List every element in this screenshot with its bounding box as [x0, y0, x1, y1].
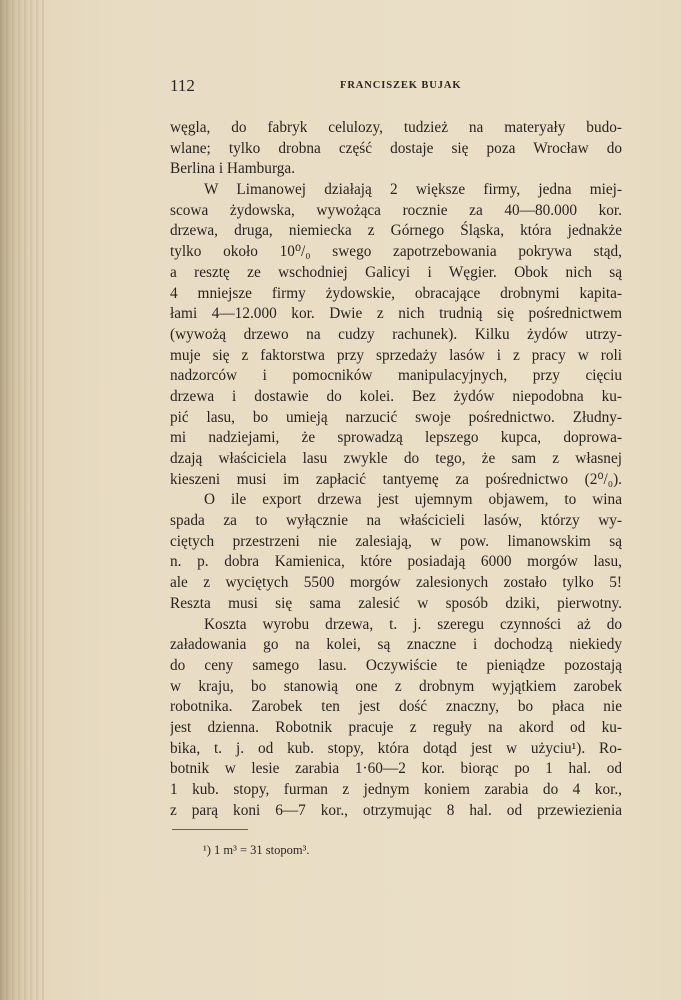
page-header	[170, 72, 620, 100]
text-line: 4 mniejsze firmy żydowskie, obracające drobnymi kapita-	[170, 284, 622, 302]
text-line: węgla, do fabryk celulozy, tudzież na materyały budo-	[170, 119, 622, 136]
text-line: ciętych przestrzeni nie zalesiają, w pow. limanowskim są	[170, 532, 622, 550]
text-line: z parą koni 6—7 kor., otrzymując 8 hal. od przewiezienia	[170, 801, 622, 819]
text-line: wlane; tylko drobna część dostaje się poza Wrocław do	[170, 139, 622, 157]
text-line: pić lasu, bo umieją narzucić swoje pośrednictwo. Złudny-	[170, 408, 622, 426]
text-line: Koszta wyrobu drzewa, t. j. szeregu czynności aż do	[204, 615, 622, 633]
text-line: spada za to wyłącznie na właścicieli lasów, którzy wy-	[170, 512, 622, 530]
text-line: ale z wyciętych 5500 morgów zalesionych zostało tylko 5!	[170, 574, 622, 592]
text-line: botnik w lesie zarabia 1·60—2 kor. biorąc po 1 hal. od	[170, 760, 622, 778]
text-line: załadowania go na kolei, są znaczne i dochodzą niekiedy	[170, 636, 622, 654]
text-line: drzewa, druga, niemiecka z Górnego Śląska, która jednakże	[170, 222, 622, 240]
text-line: drzewa i dostawie do kolei. Bez żydów niepodobna ku-	[170, 387, 622, 405]
text-line: kieszeni musi im zapłacić tantyemę za pośrednictwo (2⁰/₀).	[170, 470, 622, 488]
text-line: robotnika. Zarobek ten jest dość znaczny, bo płaca nie	[170, 698, 622, 716]
text-line: muje się z faktorstwa przy sprzedaży lasów i z pracy w roli	[170, 346, 622, 364]
text-line: Reszta musi się sama zalesić w sposób dziki, pierwotny.	[170, 594, 622, 612]
text-line: do ceny samego lasu. Oczywiście te pieniądze pozostają	[170, 656, 622, 674]
text-line: jest dzienna. Robotnik pracuje z reguły na akord od ku-	[170, 718, 622, 736]
text-line: tylko około 10⁰/₀ swego zapotrzebowania pokrywa stąd,	[170, 243, 622, 261]
text-line: O ile export drzewa jest ujemnym objawem, to wina	[204, 491, 622, 509]
text-line: dzają właściciela lasu zwykle do tego, że sam z własnej	[170, 450, 622, 467]
text-line: nadzorców i pomocników manipulacyjnych, przy cięciu	[170, 367, 622, 385]
text-line: Berlina i Hamburga.	[170, 160, 296, 178]
page-number: 112	[170, 76, 195, 95]
text-line: łami 4—12.000 kor. Dwie z nich trudnią się pośrednictwem	[170, 305, 622, 323]
text-line: mi nadziejami, że sprowadzą lepszego kupca, doprowa-	[170, 429, 622, 447]
text-line: (wywożą drzewo na cudzy rachunek). Kilku żydów utrzy-	[170, 325, 622, 343]
page-gutter-shadow	[0, 0, 44, 1000]
text-line: a resztę ze wschodniej Galicyi i Węgier. Obok nich są	[170, 263, 622, 281]
text-line: scowa żydowska, wywożąca rocznie za 40—80.000 kor.	[170, 201, 622, 219]
text-line: n. p. dobra Kamienica, które posiadają 6000 morgów lasu,	[170, 553, 622, 571]
text-line: bika, t. j. od kub. stopy, która dotąd jest w użyciu¹). Ro-	[170, 739, 622, 757]
text-line: w kraju, bo stanowią one z drobnym wyjątkiem zarobek	[170, 677, 622, 695]
body-text	[170, 118, 622, 821]
footnote: ¹) 1 m³ = 31 stopom³.	[203, 843, 310, 857]
text-line: W Limanowej działają 2 większe firmy, jedna miej-	[204, 181, 622, 199]
footnote-rule	[172, 829, 248, 830]
running-head: FRANCISZEK BUJAK	[340, 80, 462, 91]
text-line: 1 kub. stopy, furman z jednym koniem zarabia do 4 kor.,	[170, 781, 622, 798]
